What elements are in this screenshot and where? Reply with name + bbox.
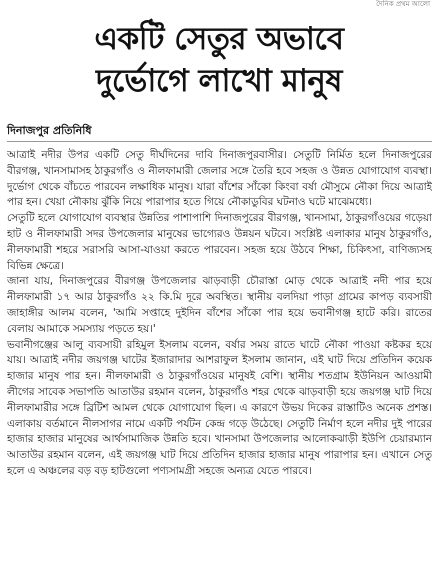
- page-header-strip: [0, 0, 438, 10]
- article-paragraph: ভবানীগঞ্জের আলু ব্যবসায়ী রহিমুল ইসলাম বলেন, বর্ষার সময় রাতে ঘাটে নৌকা পাওয়া কষ্টকর হয়ে যায়। আত্রাই নদীর জয়গঞ্জ ঘাটের ইজারাদার আশরাফুল ইসলাম জানান, এই ঘাট দিয়ে প্রতিদিন কয়েক হাজার মানুষ পার হন। নীলফামারী ও ঠাকুরগাঁওয়ের মানুষই বেশি। স্থানীয় শতগ্রাম ইউনিয়ন আওয়ামী লীগের সাবেক সভাপতি আতাউর রহমান বলেন, ঠাকুরগাঁও শহর থেকে ঝাড়বাড়ী হয়ে জয়গঞ্জ ঘাট দিয়ে নীলফামারীর সঙ্গে ব্রিটিশ আমল থেকে যোগাযোগ ছিল। এ কারণে উভয় দিকের রাস্তাটিও অনেক প্রশস্ত। এলাকায় বর্তমানে নীলসাগর নামে একটি পর্যটন কেন্দ্র গড়ে উঠেছে। সেতুটি নির্মাণ হলে নদীর দুই পারের হাজার হাজার মানুষের আর্থসামাজিক উন্নতি হবে। খানসামা উপজেলার আলোকঝাড়ী ইউপি চেয়ারম্যান আতাউর রহমান বলেন, এই জয়গঞ্জ ঘাট দিয়ে প্রতিদিন হাজার হাজার মানুষ পারাপার হন। এখানে সেতু হলে এ অঞ্চলের বড় বড় হাটগুলো পণ্যসামগ্রী সহজে অন্যত্র যেতে পারবে।: [7, 338, 432, 477]
- newspaper-name: দৈনিক প্রথম আলো: [376, 0, 430, 8]
- article-body: [7, 148, 432, 558]
- headline-line-1: একটি সেতুর অভাবে: [94, 21, 344, 57]
- byline-divider: [7, 141, 432, 142]
- article-paragraph: জানা যায়, দিনাজপুরের বীরগঞ্জ উপজেলার ঝাড়বাড়ী চৌরাস্তা মোড় থেকে আত্রাই নদী পার হয়ে নীলফামারী ১৭ আর ঠাকুরগাঁও ২২ কি.মি দূরে অবস্থিত। স্থানীয় বলদিয়া পাড়া গ্রামের কাপড় ব্যবসায়ী জাহাঙ্গীর আলম বলেন, 'আমি সপ্তাহে দুইদিন বাঁশের সাঁকো পার হয়ে ভবানীগঞ্জ হাটে করি। রাতের বেলায় আমাকে সমস্যায় পড়তে হয়।': [7, 275, 432, 335]
- article-paragraph: আত্রাই নদীর উপর একটি সেতু দীর্ঘদিনের দাবি দিনাজপুরবাসীর। সেতুটি নির্মিত হলে দিনাজপুরের বীরগঞ্জ, খানসামাসহ ঠাকুরগাঁও ও নীলফামারী জেলার সঙ্গে তৈরি হবে সহজ ও উন্নত যোগাযোগ ব্যবস্থা। দুর্ভোগ থেকে বাঁচতে পারবেন লক্ষাধিক মানুষ। যারা বাঁশের সাঁকো কিংবা বর্ষা মৌসুমে নৌকা দিয়ে আত্রাই পার হন। খেয়া নৌকায় ঝুঁকি নিয়ে পারাপার হতে গিয়ে নৌকাডুবির ঘটনাও ঘটে মাঝেমধ্যে।: [7, 149, 432, 209]
- byline: দিনাজপুর প্রতিনিধি: [7, 124, 92, 137]
- article-paragraph: সেতুটি হলে যোগাযোগ ব্যবস্থার উন্নতির পাশাপাশি দিনাজপুরের বীরগঞ্জ, খানসামা, ঠাকুরগাঁওয়ের গড়েয়া হাট ও নীলফামারী সদর উপজেলার মানুষের ভাগ্যেরও উন্নয়ন ঘটবে। সংশ্লিষ্ট এলাকার মানুষ ঠাকুরগাঁও, নীলফামারী শহরে সরাসরি আসা-যাওয়া করতে পারবেন। সহজ হয়ে উঠবে শিক্ষা, চিকিৎসা, বাণিজ্যসহ বিভিন্ন ক্ষেত্রে।: [7, 212, 432, 272]
- headline-line-2: দুর্ভোগে লাখো মানুষ: [96, 63, 342, 99]
- headline: [14, 18, 424, 102]
